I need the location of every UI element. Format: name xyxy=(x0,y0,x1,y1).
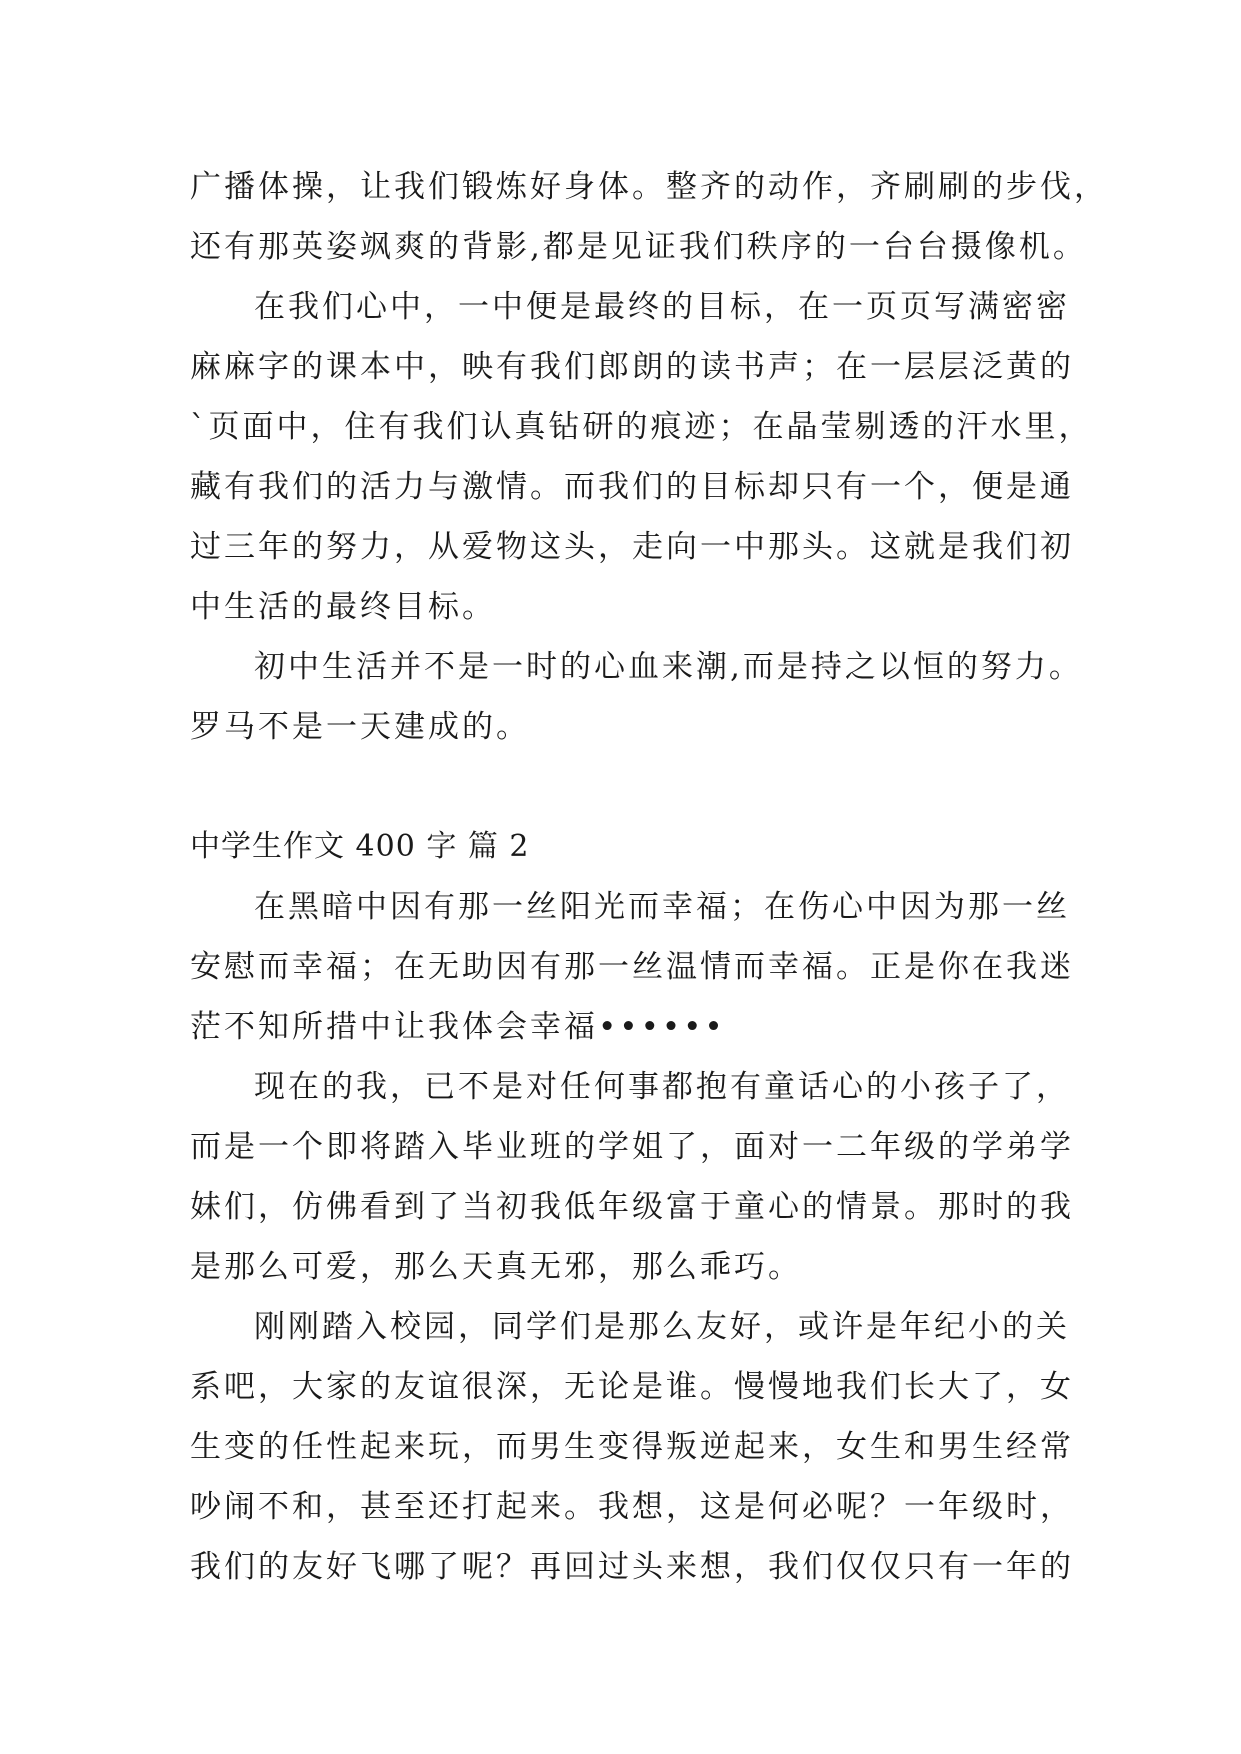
paragraph-line: 吵闹不和，甚至还打起来。我想，这是何必呢？一年级时， xyxy=(190,1489,1074,1525)
paragraph-line: 在黑暗中因有那一丝阳光而幸福；在伤心中因为那一丝 xyxy=(254,889,1070,925)
paragraph-line: 是那么可爱，那么天真无邪，那么乖巧。 xyxy=(190,1249,802,1285)
paragraph-line: 妹们，仿佛看到了当初我低年级富于童心的情景。那时的我 xyxy=(190,1189,1074,1225)
section-gap xyxy=(190,757,1090,817)
paragraph-line: 生变的任性起来玩，而男生变得叛逆起来，女生和男生经常 xyxy=(190,1429,1074,1465)
paragraph-line: 在我们心中，一中便是最终的目标，在一页页写满密密 xyxy=(254,289,1070,325)
paragraph-line: 过三年的努力，从爱物这头，走向一中那头。这就是我们初 xyxy=(190,529,1074,565)
paragraph-line: 而是一个即将踏入毕业班的学姐了，面对一二年级的学弟学 xyxy=(190,1129,1074,1165)
paragraph-line: 罗马不是一天建成的。 xyxy=(190,709,530,745)
paragraph-line: 初中生活并不是一时的心血来潮,而是持之以恒的努力。 xyxy=(254,649,1083,685)
paragraph-line: 系吧，大家的友谊很深，无论是谁。慢慢地我们长大了，女 xyxy=(190,1369,1074,1405)
article-body xyxy=(190,157,1108,1597)
paragraph-line: 安慰而幸福；在无助因有那一丝温情而幸福。正是你在我迷 xyxy=(190,949,1074,985)
paragraph-line: 我们的友好飞哪了呢？再回过头来想，我们仅仅只有一年的 xyxy=(190,1549,1074,1585)
paragraph-line: 中生活的最终目标。 xyxy=(190,589,496,625)
paragraph-line: 现在的我，已不是对任何事都抱有童话心的小孩子了， xyxy=(254,1069,1070,1105)
paragraph-line: 茫不知所措中让我体会幸福•••••• xyxy=(190,1009,726,1045)
paragraph-line: 刚刚踏入校园，同学们是那么友好，或许是年纪小的关 xyxy=(254,1309,1070,1345)
section-heading: 中学生作文 400 字 篇 2 xyxy=(190,829,530,864)
paragraph-line: `页面中，住有我们认真钻研的痕迹；在晶莹剔透的汗水里， xyxy=(190,409,1093,445)
paragraph-line: 麻麻字的课本中，映有我们郎朗的读书声；在一层层泛黄的 xyxy=(190,349,1074,385)
paragraph-line: 藏有我们的活力与激情。而我们的目标却只有一个，便是通 xyxy=(190,469,1074,505)
paragraph-line: 还有那英姿飒爽的背影,都是见证我们秩序的一台台摄像机。 xyxy=(190,229,1087,265)
paragraph-line: 广播体操，让我们锻炼好身体。整齐的动作，齐刷刷的步伐， xyxy=(190,169,1108,205)
